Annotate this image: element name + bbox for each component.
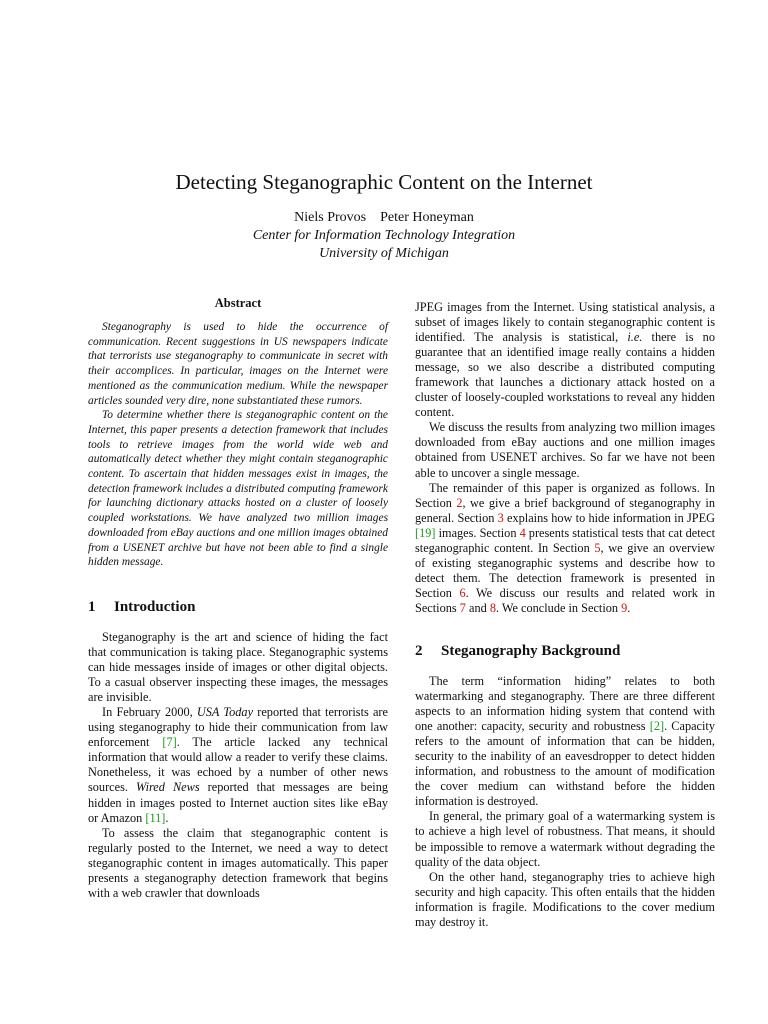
text-run: reported that messages are being hidden in images posted to Internet auction sites like eBay or Amazon bbox=[88, 780, 388, 825]
text-run: images. Section bbox=[435, 525, 520, 540]
section-ref-link[interactable]: 5 bbox=[594, 540, 601, 555]
intro-body bbox=[88, 630, 388, 901]
text-run: there is no guarantee that an identified image really contains a hidden message, so we also describe a distributed computing framework that launches a dictionary attack hosted on a cluster of loosely-coupled workstations to reveal any hidden content. bbox=[415, 330, 715, 420]
section-ref-link[interactable]: 9 bbox=[621, 600, 628, 615]
text-run: JPEG images from the Internet. Using statistical analysis, a subset of images likely to contain steganographic content is identified. The analysis is statistical, bbox=[415, 300, 715, 345]
text-run: , we give an overview of existing steganographic systems and describe how to detect them. The detection framework is presented in Section bbox=[415, 540, 715, 600]
text-run: . bbox=[165, 810, 169, 825]
section-heading-background bbox=[415, 642, 715, 660]
text-run: . We discuss our results and related work in Sections bbox=[415, 585, 715, 615]
text-run: In February 2000, bbox=[102, 705, 197, 720]
author-names bbox=[0, 209, 768, 227]
background-paragraph: In general, the primary goal of a watermarking system is to achieve a high level of robustness. That means, it should be impossible to remove a watermark without degrading the quality of the data object. bbox=[415, 809, 715, 869]
section-ref-link[interactable]: 3 bbox=[497, 510, 504, 525]
author-name: Niels Provos bbox=[294, 210, 367, 225]
abstract bbox=[88, 296, 388, 570]
publication-name: USA Today bbox=[196, 705, 254, 720]
section-heading-introduction bbox=[88, 598, 388, 616]
citation-link[interactable]: [11] bbox=[145, 810, 166, 825]
background-paragraph bbox=[415, 674, 715, 809]
author-name: Peter Honeyman bbox=[380, 210, 474, 225]
citation-link[interactable]: [19] bbox=[415, 525, 436, 540]
abstract-paragraph: Steganography is used to hide the occurrence of communication. Recent suggestions in US newspapers indicate that terrorists use steganography to communicate in secret with their accomplices. In particular, images on the Internet were mentioned as the communication medium. While the newspaper articles sounded very dire, none substantiated these rumors. bbox=[88, 321, 388, 407]
left-column bbox=[88, 296, 388, 901]
intro-paragraph bbox=[415, 300, 715, 420]
section-ref-link[interactable]: 7 bbox=[459, 600, 466, 615]
author-block bbox=[0, 209, 768, 263]
text-run: The term “information hiding” relates to both watermarking and steganography. There are three different aspects to an information hiding system that contend with one another: capacity, security and robustness bbox=[415, 673, 715, 734]
text-run: presents statistical tests that cat detect steganographic content. In Section bbox=[415, 525, 715, 555]
right-column bbox=[415, 300, 715, 930]
text-run: . We conclude in Section bbox=[495, 600, 622, 615]
text-run: i.e. bbox=[627, 330, 643, 345]
text-run: reported that terrorists are using steganography to hide their communication from law enforcement bbox=[88, 705, 388, 750]
publication-name: Wired News bbox=[136, 780, 200, 795]
background-body bbox=[415, 674, 715, 930]
section-title: Steganography Background bbox=[441, 642, 621, 659]
section-ref-link[interactable]: 6 bbox=[459, 585, 466, 600]
affiliation-center: Center for Information Technology Integration bbox=[252, 228, 516, 243]
section-number: 1 bbox=[88, 599, 96, 615]
section-ref-link[interactable]: 8 bbox=[489, 600, 496, 615]
text-run: . bbox=[627, 600, 631, 615]
text-run: . Capacity refers to the amount of information that can be hidden, security to the inability of an eavesdropper to detect hidden information, and robustness to the amount of modification the cover medium can withstand before the hidden information is destroyed. bbox=[415, 719, 715, 809]
text-run: The remainder of this paper is organized as follows. In Section bbox=[415, 480, 715, 510]
paper-title: Detecting Steganographic Content on the Internet bbox=[175, 170, 593, 194]
text-run: explains how to hide information in JPEG bbox=[503, 510, 715, 525]
intro-paragraph: We discuss the results from analyzing two million images downloaded from eBay auctions and one million images obtained from USENET archives. So far we have not been able to uncover a single message. bbox=[415, 420, 715, 480]
affiliation-university: University of Michigan bbox=[319, 246, 449, 261]
citation-link[interactable]: [7] bbox=[162, 735, 177, 750]
section-ref-link[interactable]: 2 bbox=[456, 495, 463, 510]
section-ref-link[interactable]: 4 bbox=[519, 525, 526, 540]
intro-paragraph: To assess the claim that steganographic content is regularly posted to the Internet, we need a way to detect steganographic content in images automatically. This paper presents a steganography detection framework that begins with a web crawler that downloads bbox=[88, 825, 388, 900]
abstract-paragraph: To determine whether there is steganographic content on the Internet, this paper presents a detection framework that includes tools to retrieve images from the world wide web and automatically detect whether they might contain steganographic content. To ascertain that hidden messages exist in images, the detection framework includes a distributed computing framework for launching dictionary attacks hosted on a cluster of loosely coupled workstations. We have analyzed two million images downloaded from eBay auctions and one million images obtained from a USENET archive but have not been able to find a single hidden message. bbox=[88, 409, 388, 569]
text-run: . The article lacked any technical information that would allow a reader to verify these claims. Nonetheless, it was echoed by a number of other news sources. bbox=[88, 735, 389, 795]
background-paragraph: On the other hand, steganography tries to achieve high security and high capacity. This often entails that the hidden information is fragile. Modifications to the cover medium may destroy it. bbox=[415, 869, 715, 929]
intro-paragraph bbox=[415, 481, 715, 616]
citation-link[interactable]: [2] bbox=[649, 719, 665, 734]
intro-paragraph bbox=[88, 705, 388, 825]
section-number: 2 bbox=[415, 642, 423, 659]
section-title: Introduction bbox=[114, 599, 196, 615]
text-run: and bbox=[465, 600, 490, 615]
abstract-heading: Abstract bbox=[214, 296, 262, 310]
text-run: , we give a brief background of steganography in general. Section bbox=[415, 495, 715, 525]
intro-paragraph: Steganography is the art and science of hiding the fact that communication is taking place. Steganographic systems can hide messages inside of images or other digital objects. To a casual observer inspecting these images, the messages are invisible. bbox=[88, 630, 388, 705]
